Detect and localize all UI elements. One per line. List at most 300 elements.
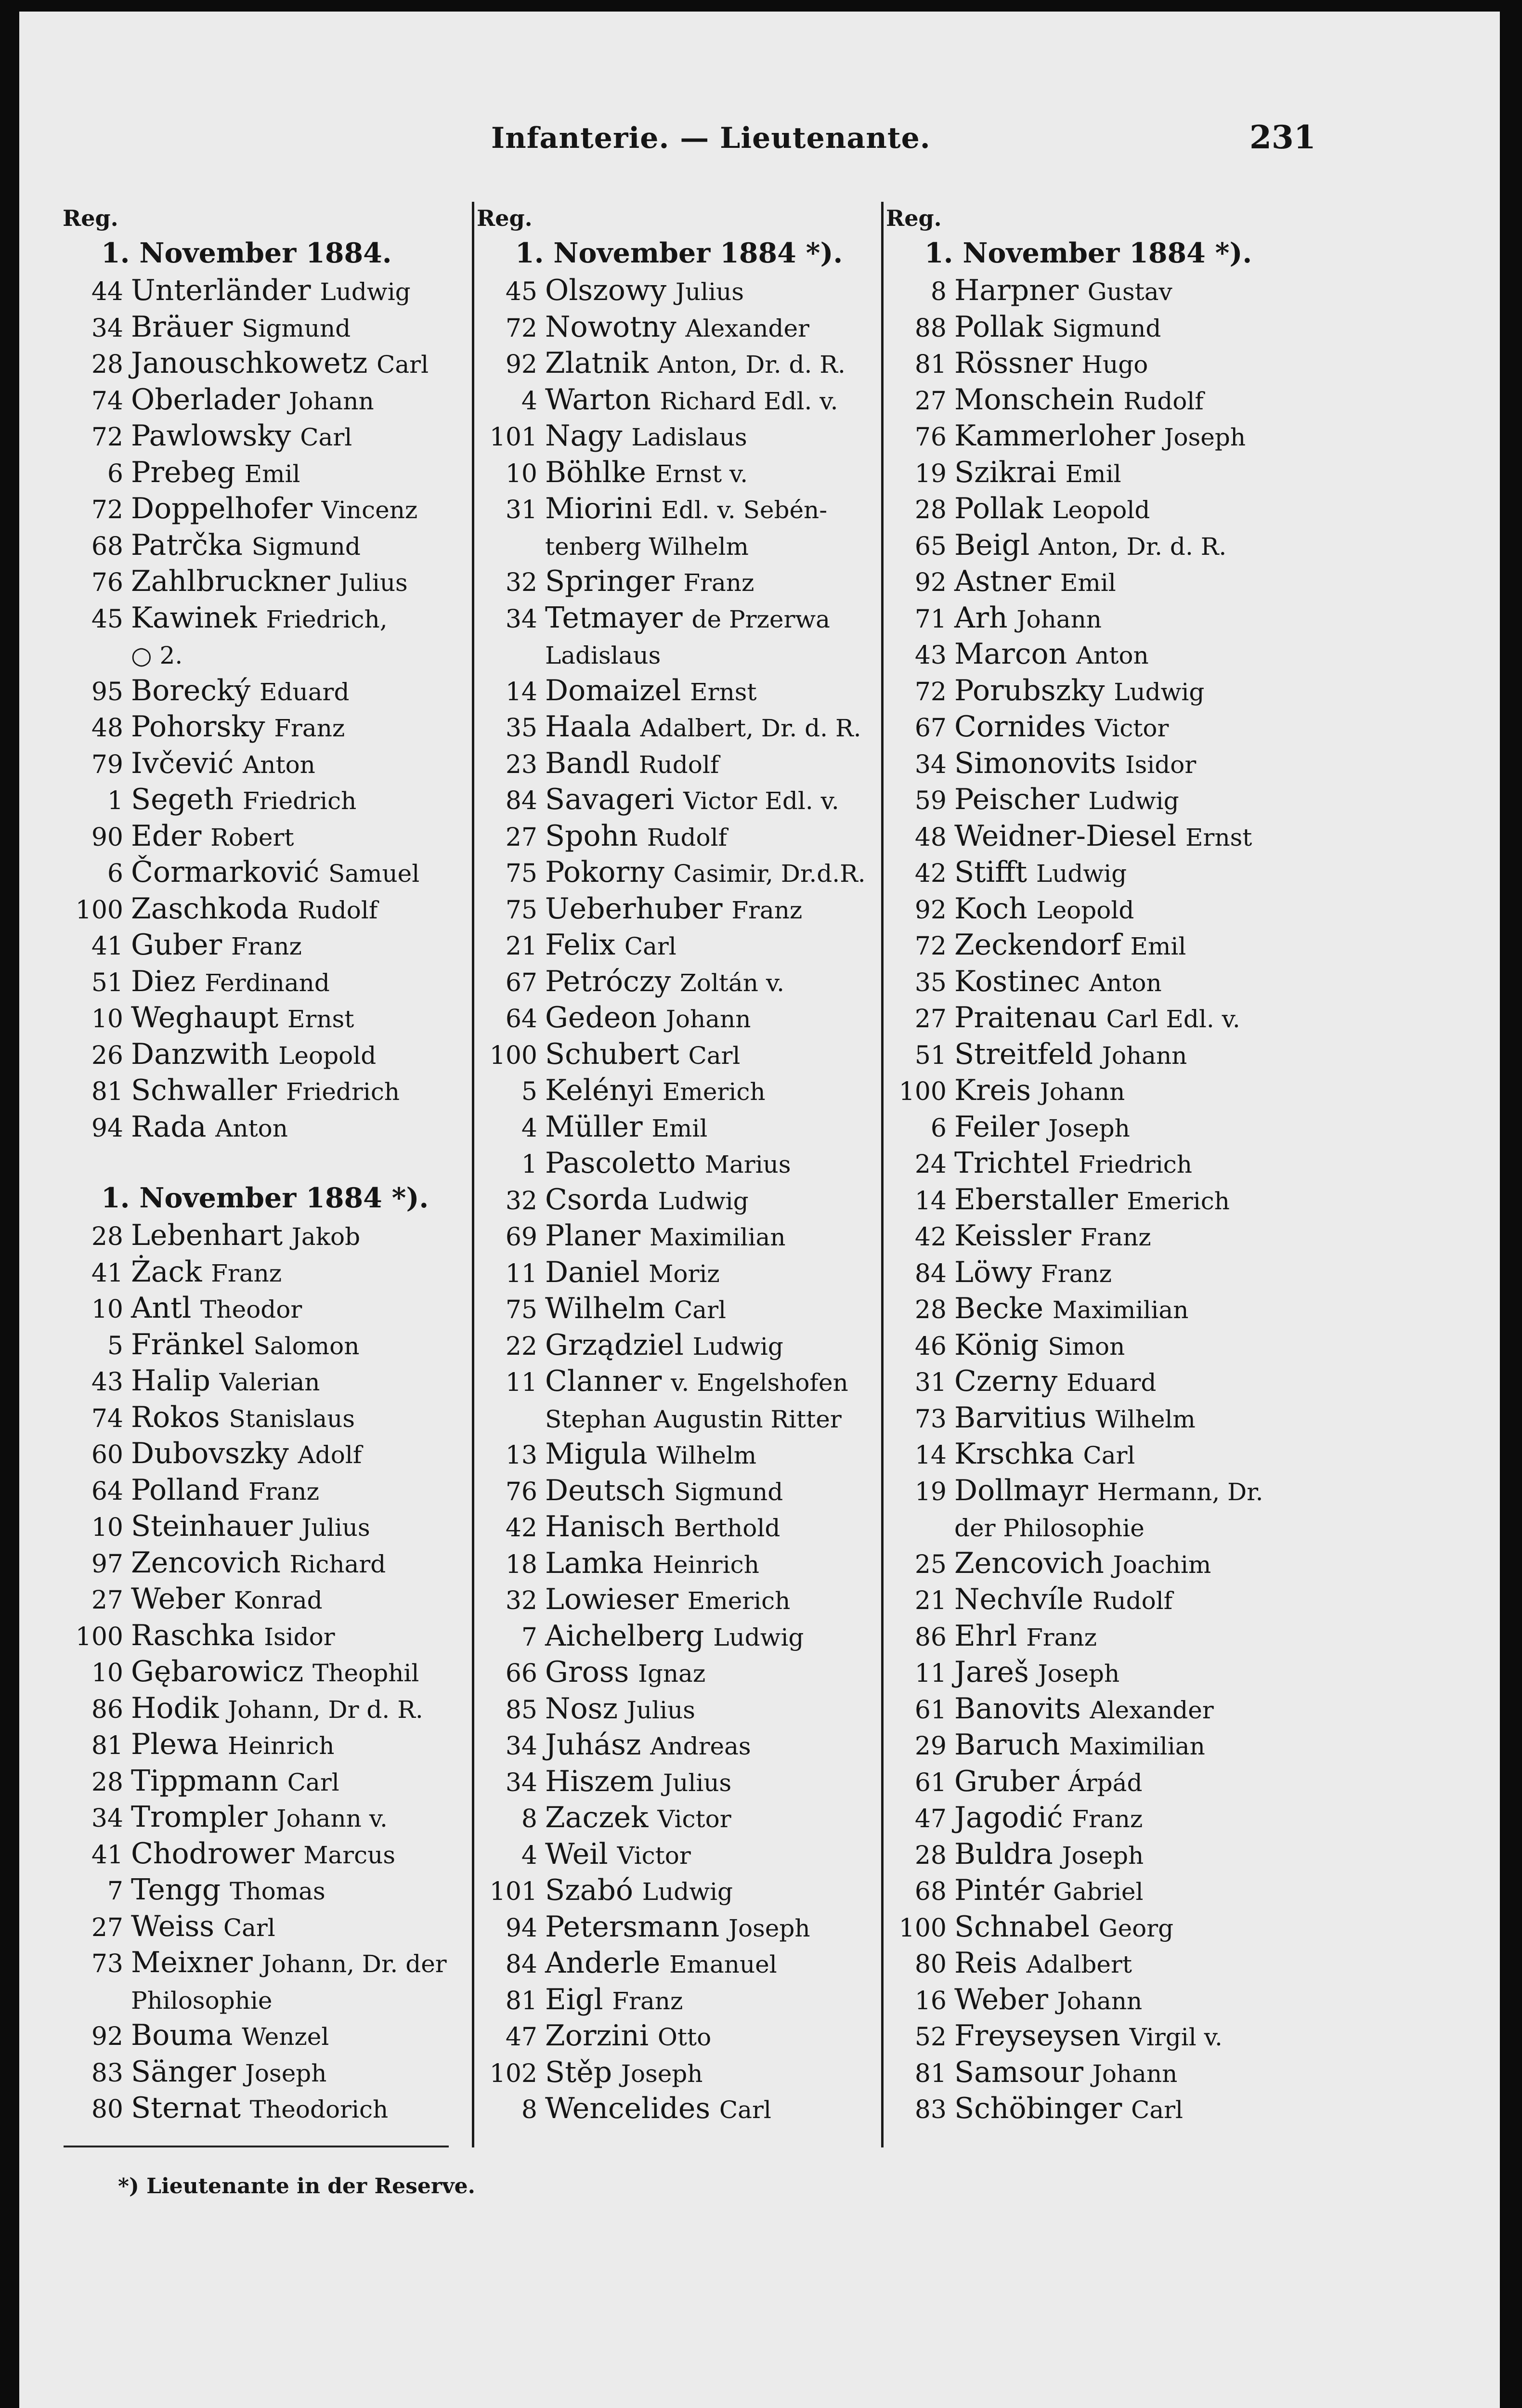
regiment-number: 10 (505, 459, 537, 488)
surname: Harpner (954, 274, 1079, 307)
list-item (477, 381, 881, 418)
regiment-number: 73 (91, 1950, 123, 1978)
given-name: Franz (1026, 1623, 1097, 1651)
regiment-number: 73 (914, 1404, 947, 1434)
regiment-number: 34 (914, 750, 947, 779)
given-name: Ludwig (1036, 860, 1127, 888)
given-name: Vincenz (321, 496, 418, 524)
surname: Eder (131, 819, 202, 853)
page-title: Infanterie. — Lieutenante. (491, 121, 931, 155)
given-name: Franz (1041, 1259, 1112, 1288)
given-name: Maximilian (649, 1223, 786, 1251)
regiment-number: 5 (521, 1077, 537, 1106)
list-item (63, 636, 472, 672)
document-page (19, 12, 1500, 2408)
given-name: Virgil v. (1129, 2023, 1223, 2051)
list-item (886, 1327, 1310, 1363)
list-item (63, 600, 472, 636)
given-name: Johann (1016, 605, 1102, 633)
list-item (477, 1181, 881, 1218)
surname: Baruch (954, 1728, 1060, 1762)
given-name: Alexander (685, 314, 809, 342)
surname: Barvitius (954, 1400, 1087, 1435)
surname: Rada (131, 1110, 207, 1144)
surname: Weghaupt (131, 1001, 279, 1034)
surname: Patrčka (131, 528, 243, 562)
regiment-number: 8 (521, 2095, 537, 2124)
regiment-number: 46 (914, 1332, 947, 1361)
surname: Juhász (545, 1728, 641, 1762)
list-item (886, 672, 1310, 709)
surname: Sänger (131, 2055, 236, 2089)
list-item (63, 2090, 472, 2126)
list-item (477, 1472, 881, 1509)
reg-label: Reg. (63, 205, 118, 231)
given-name: Julius (675, 278, 744, 306)
surname: Pawlowsky (131, 419, 291, 453)
given-name: Ernst v. (655, 459, 748, 488)
given-name: Marius (704, 1151, 791, 1178)
regiment-number: 28 (91, 1222, 123, 1251)
surname: Rössner (954, 346, 1073, 380)
regiment-number: 76 (91, 568, 123, 597)
surname: Zencovich (131, 1545, 281, 1580)
given-name: Anton, Dr. d. R. (657, 351, 846, 379)
list-item (886, 1400, 1310, 1436)
regiment-number: 101 (489, 1877, 537, 1906)
given-name: Thomas (230, 1877, 325, 1905)
regiment-number: 31 (505, 496, 537, 524)
list-item (477, 1400, 881, 1436)
list-item (886, 490, 1310, 527)
regiment-number: 92 (505, 350, 537, 379)
list-item (886, 1036, 1310, 1073)
surname: Stifft (954, 855, 1028, 889)
list-item (477, 1618, 881, 1654)
surname: Trichtel (954, 1146, 1069, 1180)
given-name: Rudolf (647, 823, 728, 851)
regiment-number: 18 (505, 1550, 537, 1579)
list-item (63, 1581, 472, 1617)
given-name: Carl (1083, 1441, 1135, 1469)
given-name: Adolf (298, 1441, 362, 1469)
surname: Buldra (954, 1837, 1053, 1871)
given-name: Ladislaus (631, 423, 747, 451)
given-name: Franz (231, 932, 302, 960)
given-name: Carl (377, 351, 429, 379)
list-item (63, 963, 472, 1000)
given-name: Friedrich (1078, 1151, 1192, 1178)
list-item (477, 272, 881, 309)
list-item (477, 1254, 881, 1291)
list-item (477, 927, 881, 963)
given-name: Zoltán v. (679, 968, 785, 997)
regiment-number: 47 (914, 1805, 947, 1833)
surname: Gębarowicz (131, 1655, 304, 1688)
regiment-number: 92 (914, 568, 947, 597)
list-item (63, 418, 472, 454)
regiment-number: 27 (914, 386, 947, 416)
regiment-number: 85 (505, 1695, 537, 1725)
surname: Olszowy (545, 274, 667, 307)
surname: Miorini (545, 492, 652, 525)
surname: Koch (954, 891, 1028, 926)
given-name: Leopold (278, 1041, 377, 1070)
given-name: Emil (1130, 932, 1186, 960)
given-name: Joseph (1164, 423, 1246, 451)
list-item (886, 563, 1310, 600)
column-divider (472, 202, 474, 2147)
regiment-number: 29 (914, 1732, 947, 1761)
regiment-number: 84 (914, 1259, 947, 1288)
section-date-heading: 1. November 1884. (101, 237, 392, 269)
regiment-number: 28 (91, 350, 123, 379)
surname: Monschein (954, 382, 1115, 417)
regiment-number: 34 (505, 1732, 537, 1761)
given-name: Robert (210, 823, 294, 851)
surname: Trompler (131, 1800, 268, 1834)
surname: Borecký (131, 673, 251, 707)
surname: Zlatnik (545, 346, 649, 380)
regiment-number: 31 (914, 1368, 947, 1397)
surname: Löwy (954, 1255, 1032, 1289)
surname: Praitenau (954, 1001, 1097, 1034)
surname: Zahlbruckner (131, 564, 330, 598)
given-name: Salomon (253, 1332, 360, 1360)
list-item (477, 1945, 881, 1981)
regiment-number: 1 (107, 786, 123, 815)
list-column-1 (63, 202, 472, 2126)
regiment-number: 6 (107, 459, 123, 488)
given-name: Joseph (1048, 1114, 1130, 1142)
given-name: Emil (244, 459, 300, 488)
section-date-heading: 1. November 1884 *). (515, 237, 843, 269)
given-name: Richard (289, 1550, 386, 1578)
given-name: Johann (665, 1005, 751, 1033)
regiment-number: 97 (91, 1549, 123, 1579)
regiment-number: 52 (914, 2023, 947, 2052)
list-item (63, 381, 472, 418)
given-name: Árpád (1068, 1768, 1143, 1797)
given-name: Philosophie (131, 1986, 273, 2015)
surname: Czerny (954, 1364, 1058, 1398)
given-name: Franz (683, 569, 754, 597)
surname: Aichelberg (545, 1619, 704, 1653)
regiment-number: 61 (914, 1695, 947, 1725)
regiment-number: 7 (521, 1623, 537, 1652)
regiment-number: 11 (505, 1368, 537, 1397)
surname: Marcon (954, 637, 1067, 671)
list-item (886, 854, 1310, 890)
given-name: Konrad (234, 1586, 323, 1614)
given-name: Berthold (674, 1514, 781, 1542)
surname: Petróczy (545, 964, 671, 998)
given-name: Leopold (1052, 496, 1150, 524)
reg-label: Reg. (477, 205, 533, 231)
list-item (63, 563, 472, 600)
surname: Kammerloher (954, 419, 1155, 453)
surname: Spohn (545, 819, 638, 853)
regiment-number: 81 (91, 1731, 123, 1760)
regiment-number: 10 (91, 1005, 123, 1034)
regiment-number: 11 (505, 1259, 537, 1288)
list-item (886, 1690, 1310, 1727)
regiment-number: 81 (914, 2059, 947, 2088)
regiment-number: 51 (91, 968, 123, 997)
surname: Wencelides (545, 2092, 711, 2125)
regiment-number: 45 (505, 277, 537, 306)
list-item (477, 1545, 881, 1582)
surname: Kawinek (131, 601, 257, 635)
list-item (477, 1363, 881, 1400)
surname: Pokorny (545, 855, 664, 889)
given-name: Ernst (690, 678, 757, 706)
surname: Eigl (545, 1982, 603, 2016)
given-name: Johann, Dr d. R. (228, 1695, 423, 1724)
given-name: Ludwig (658, 1187, 749, 1215)
given-name: Leopold (1036, 896, 1134, 924)
given-name: Joachim (1113, 1550, 1211, 1579)
list-item (63, 1690, 472, 1727)
list-item (886, 309, 1310, 345)
surname: Banovits (954, 1691, 1081, 1726)
list-item (886, 999, 1310, 1036)
surname: Żack (131, 1255, 202, 1289)
list-item (63, 1544, 472, 1581)
regiment-number: 95 (91, 677, 123, 707)
regiment-number: 45 (91, 604, 123, 634)
regiment-number: 68 (914, 1877, 947, 1906)
given-name: Julius (339, 569, 408, 597)
regiment-number: 64 (505, 1005, 537, 1034)
regiment-number: 27 (505, 823, 537, 852)
list-item (477, 1072, 881, 1109)
regiment-number: 92 (91, 2022, 123, 2051)
regiment-number: 27 (914, 1005, 947, 1034)
list-item (886, 927, 1310, 963)
regiment-number: 48 (91, 714, 123, 743)
surname: König (954, 1328, 1039, 1362)
given-name: Anton (1076, 641, 1149, 669)
regiment-number: 66 (505, 1659, 537, 1688)
list-item (63, 1435, 472, 1472)
list-item (886, 2017, 1310, 2054)
regiment-number: 69 (505, 1223, 537, 1252)
given-name: Gabriel (1053, 1878, 1144, 1906)
given-name: Eduard (1067, 1369, 1157, 1397)
list-item (886, 272, 1310, 309)
surname: Pollak (954, 310, 1043, 344)
list-item (477, 1217, 881, 1254)
list-item (886, 1581, 1310, 1618)
given-name: Victor (1095, 714, 1169, 742)
given-name: Carl (1131, 2096, 1184, 2124)
given-name: Ludwig (713, 1623, 804, 1651)
given-name: Adalbert (1026, 1950, 1132, 1978)
surname: Reis (954, 1946, 1017, 1980)
list-item (886, 454, 1310, 491)
given-name: Andreas (650, 1732, 751, 1760)
list-item (886, 1436, 1310, 1472)
given-name: Carl (624, 932, 676, 960)
list-item (477, 309, 881, 345)
regiment-number: 100 (898, 1913, 947, 1943)
given-name: Stephan Augustin Ritter (545, 1405, 842, 1433)
surname: Lowieser (545, 1583, 679, 1616)
surname: Prebeg (131, 455, 235, 489)
surname: Krschka (954, 1437, 1074, 1471)
regiment-number: 72 (505, 314, 537, 343)
surname: Nechvíle (954, 1583, 1084, 1616)
regiment-number: 51 (914, 1041, 947, 1070)
list-item (477, 963, 881, 1000)
list-column-2 (477, 202, 881, 2127)
regiment-number: 100 (898, 1077, 947, 1106)
given-name: Ludwig (320, 278, 411, 306)
list-item (477, 890, 881, 927)
surname: Halip (131, 1364, 210, 1398)
given-name: Emerich (662, 1078, 766, 1106)
list-item (477, 999, 881, 1036)
regiment-number: 21 (914, 1586, 947, 1615)
surname: Daniel (545, 1255, 640, 1289)
regiment-number: 34 (91, 1804, 123, 1833)
regiment-number: 84 (505, 786, 537, 815)
given-name: Julius (301, 1514, 370, 1542)
given-name: Ladislaus (545, 641, 661, 669)
given-name: Johann, Dr. der (261, 1950, 447, 1978)
list-item (477, 1436, 881, 1472)
surname: Meixner (131, 1946, 253, 1979)
surname: Dubovszky (131, 1437, 289, 1470)
surname: Antl (131, 1291, 192, 1325)
list-item (477, 672, 881, 709)
given-name: Franz (612, 1987, 683, 2015)
given-name: Ignaz (638, 1660, 706, 1688)
regiment-number: 71 (914, 604, 947, 634)
given-name: Friedrich, (266, 605, 388, 633)
regiment-number: 90 (91, 823, 123, 852)
regiment-number: 59 (914, 786, 947, 815)
list-item (477, 1290, 881, 1327)
regiment-number: 4 (521, 1841, 537, 1870)
surname: Böhlke (545, 455, 646, 489)
given-name: Sigmund (674, 1478, 783, 1506)
regiment-number: 11 (914, 1659, 947, 1688)
given-name: Joseph (1038, 1660, 1120, 1688)
regiment-number: 5 (107, 1331, 123, 1361)
list-item (477, 345, 881, 381)
given-name: Jakob (291, 1223, 361, 1251)
given-name: Emil (651, 1114, 708, 1142)
list-item (477, 636, 881, 672)
regiment-number: 88 (914, 314, 947, 343)
surname: Szabó (545, 1873, 634, 1907)
footnote: *) Lieutenante in der Reserve. (118, 2174, 475, 2199)
regiment-number: 74 (91, 1404, 123, 1433)
regiment-number: 14 (914, 1186, 947, 1216)
given-name: Moriz (649, 1259, 720, 1288)
regiment-number: 28 (914, 1841, 947, 1870)
given-name: de Przerwa (691, 605, 830, 633)
regiment-number: 80 (914, 1950, 947, 1979)
list-item (477, 1690, 881, 1727)
list-item (886, 1763, 1310, 1800)
regiment-number: 24 (914, 1150, 947, 1179)
list-item (63, 1072, 472, 1109)
given-name: Gustav (1087, 278, 1172, 306)
list-item (886, 1181, 1310, 1218)
surname: Sternat (131, 2091, 241, 2125)
regiment-number: 26 (91, 1041, 123, 1070)
regiment-number: 32 (505, 1586, 537, 1615)
surname: Kelényi (545, 1073, 654, 1107)
surname: Zaschkoda (131, 891, 289, 926)
list-item (477, 1909, 881, 1945)
surname: Gross (545, 1655, 629, 1689)
regiment-number: 92 (914, 895, 947, 925)
surname: Hanisch (545, 1510, 665, 1544)
given-name: Victor (657, 1805, 731, 1833)
surname: Bandl (545, 746, 630, 780)
given-name: Carl (688, 1041, 741, 1070)
section-date-heading: 1. November 1884 *). (924, 237, 1252, 269)
surname: Kostinec (954, 964, 1080, 998)
list-item (477, 745, 881, 782)
given-name: Hugo (1081, 351, 1148, 379)
page-number: 231 (1249, 118, 1316, 156)
given-name: Johann (1057, 1987, 1143, 2015)
list-item (63, 818, 472, 854)
given-name: Hermann, Dr. (1097, 1478, 1263, 1506)
list-item (63, 1036, 472, 1073)
given-name: Heinrich (652, 1550, 759, 1579)
given-name: Samuel (328, 860, 420, 888)
regiment-number: 72 (91, 496, 123, 524)
list-item (886, 1909, 1310, 1945)
surname: Čormarković (131, 855, 320, 889)
surname: Ivčević (131, 746, 234, 780)
given-name: Emil (1065, 459, 1121, 488)
given-name: Theodor (200, 1296, 302, 1323)
surname: Weber (131, 1582, 225, 1616)
page-header (19, 118, 1500, 165)
regiment-number: 101 (489, 423, 537, 452)
regiment-number: 74 (91, 386, 123, 416)
given-name: Emerich (687, 1587, 791, 1615)
list-item (886, 708, 1310, 745)
given-name: Emerich (1127, 1187, 1230, 1215)
given-name: Edl. v. Sebén- (661, 496, 828, 524)
list-item (886, 1109, 1310, 1145)
surname: Streitfeld (954, 1037, 1093, 1071)
given-name: Valerian (219, 1368, 320, 1396)
regiment-number: 28 (914, 496, 947, 524)
given-name: Otto (657, 2023, 712, 2051)
regiment-number: 32 (505, 568, 537, 597)
surname: Jareš (954, 1655, 1029, 1689)
regiment-number: 22 (505, 1332, 537, 1361)
given-name: Rudolf (1123, 387, 1204, 415)
surname: Grządziel (545, 1328, 684, 1362)
given-name: Johann (1092, 2059, 1178, 2088)
surname: Zaczek (545, 1801, 649, 1834)
regiment-number: 41 (91, 932, 123, 961)
list-item (886, 1836, 1310, 1872)
list-item (63, 1109, 472, 1145)
surname: Stěp (545, 2055, 612, 2089)
regiment-number: 42 (505, 1514, 537, 1543)
